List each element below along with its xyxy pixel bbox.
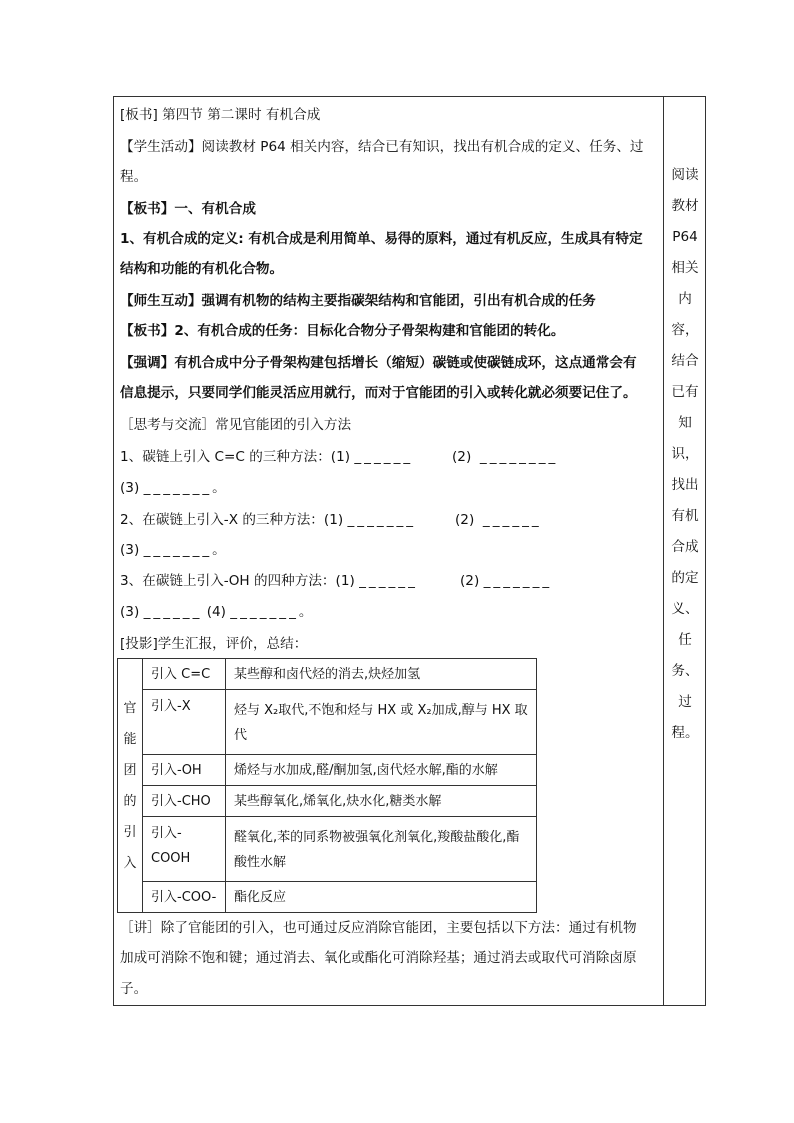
question-1: [120, 447, 413, 467]
blank-q3-2[interactable]: _______: [483, 573, 553, 589]
q1-period: 。: [212, 480, 226, 496]
group-cell: 引入-X: [143, 690, 226, 755]
table-row: [118, 690, 537, 755]
lecture-note: ［讲］除了官能团的引入，也可通过反应消除官能团，主要包括以下方法：通过有机物: [120, 920, 637, 936]
table-row: [118, 786, 537, 817]
vertical-char: 入: [123, 855, 137, 871]
side-note-line: 结合: [671, 353, 699, 369]
definition: 1、有机合成的定义: 有机合成是利用简单、易得的原料，通过有机反应，生成具有特定: [120, 231, 643, 247]
question-2-part3: [120, 540, 226, 560]
projection-summary: [投影]学生汇报，评价，总结：: [120, 636, 308, 652]
group-cell: 引入-COOH: [143, 817, 226, 882]
blank-q1-1[interactable]: ______: [354, 449, 414, 465]
side-note-line: 程。: [671, 725, 699, 741]
method-cell: 烯烃与水加成,醛/酮加氢,卤代烃水解,酯的水解: [226, 755, 537, 786]
blank-q2-1[interactable]: _______: [347, 512, 417, 528]
blank-q3-1[interactable]: ______: [359, 573, 418, 589]
vertical-char: 团: [123, 762, 137, 778]
side-note-line: 的定: [671, 570, 699, 586]
group-cell: 引入 C=C: [143, 659, 226, 690]
question-3-part2: [460, 571, 552, 591]
board-task: 【板书】2、有机合成的任务：目标化合物分子骨架构建和官能团的转化。: [120, 323, 565, 339]
think-exchange: ［思考与交流］常见官能团的引入方法: [120, 417, 352, 433]
question-1-part2: [452, 447, 558, 467]
vertical-label: [118, 659, 143, 913]
q1-text: 1、碳链上引入 C=C 的三种方法：(1): [120, 449, 351, 465]
q3-label-3: (3): [120, 604, 140, 620]
q3-label-2: (2): [460, 573, 480, 589]
side-note-line: 识，: [671, 446, 699, 462]
student-activity-cont: 程。: [120, 169, 148, 185]
method-cell: 酯化反应: [226, 882, 537, 913]
q3-period: 。: [298, 604, 313, 620]
table-row: [118, 659, 537, 690]
side-note-line: 找出: [671, 477, 699, 493]
side-note-line: 内: [678, 291, 692, 307]
heading-board: [板书] 第四节 第二课时 有机合成: [120, 107, 321, 123]
vertical-char: 引: [123, 824, 137, 840]
blank-q3-3[interactable]: ______: [143, 604, 203, 620]
side-note-line: 过: [678, 694, 692, 710]
student-activity: 【学生活动】阅读教材 P64 相关内容，结合已有知识，找出有机合成的定义、任务、过: [120, 139, 644, 155]
q2-text: 2、在碳链上引入-X 的三种方法：(1): [120, 512, 344, 528]
functional-group-table: [117, 658, 537, 913]
side-note-line: 相关: [671, 260, 699, 276]
blank-q1-2[interactable]: ________: [479, 449, 559, 465]
interaction: 【师生互动】强调有机物的结构主要指碳架结构和官能团，引出有机合成的任务: [120, 293, 596, 309]
question-3: [120, 571, 418, 591]
q2-label-3: (3): [120, 542, 140, 558]
question-3-part3: [120, 602, 312, 622]
table-row: [118, 755, 537, 786]
side-note-line: 容，: [671, 322, 699, 338]
question-2-part2: [455, 510, 542, 530]
vertical-char: 官: [123, 700, 137, 716]
method-cell: 醛氧化,苯的同系物被强氧化剂氧化,羧酸盐酸化,酯酸性水解: [226, 817, 537, 882]
side-note-line: 义、: [671, 601, 699, 617]
question-1-part3: [120, 478, 226, 498]
column-divider: [663, 96, 664, 1006]
method-cell: 某些醇和卤代烃的消去,炔烃加氢: [226, 659, 537, 690]
side-note-line: 务、: [671, 663, 699, 679]
group-cell: 引入-COO-: [143, 882, 226, 913]
q1-label-2: (2): [452, 449, 472, 465]
board-section-1: 【板书】一、有机合成: [120, 201, 256, 217]
vertical-char: 能: [123, 731, 137, 747]
table-row: [118, 817, 537, 882]
side-note-line: P64: [672, 229, 698, 245]
method-cell: 某些醇氧化,烯氧化,炔水化,糖类水解: [226, 786, 537, 817]
side-note-line: 任: [678, 632, 692, 648]
vertical-char: 的: [123, 793, 137, 809]
lecture-note-end: 子。: [120, 981, 148, 997]
emphasis: 【强调】有机合成中分子骨架构建包括增长（缩短）碳链或使碳链成环，这点通常会有: [120, 355, 637, 371]
q2-period: 。: [212, 542, 226, 558]
group-cell: 引入-CHO: [143, 786, 226, 817]
blank-q2-3[interactable]: _______: [143, 542, 213, 558]
group-cell: 引入-OH: [143, 755, 226, 786]
table-row: [118, 882, 537, 913]
lecture-note-cont: 加成可消除不饱和键；通过消去、氧化或酯化可消除羟基；通过消去或取代可消除卤原: [120, 950, 637, 966]
q3-label-4: (4): [206, 604, 226, 620]
blank-q2-2[interactable]: ______: [482, 512, 542, 528]
q3-text: 3、在碳链上引入-OH 的四种方法：(1): [120, 573, 355, 589]
method-cell: 烃与 X₂取代,不饱和烃与 HX 或 X₂加成,醇与 HX 取代: [226, 690, 537, 755]
q2-label-2: (2): [455, 512, 475, 528]
side-note-line: 阅读: [671, 167, 699, 183]
blank-q3-4[interactable]: _______: [230, 604, 299, 620]
q1-label-3: (3): [120, 480, 140, 496]
side-note-line: 已有: [671, 384, 699, 400]
side-note-line: 有机: [671, 508, 699, 524]
side-note-line: 知: [678, 415, 692, 431]
side-note-line: 合成: [671, 539, 699, 555]
side-note-line: 教材: [671, 198, 699, 214]
blank-q1-3[interactable]: _______: [143, 480, 213, 496]
emphasis-cont: 信息提示，只要同学们能灵活应用就行，而对于官能团的引入或转化就必须要记住了。: [120, 385, 637, 401]
definition-cont: 结构和功能的有机化合物。: [120, 261, 284, 277]
question-2: [120, 510, 416, 530]
